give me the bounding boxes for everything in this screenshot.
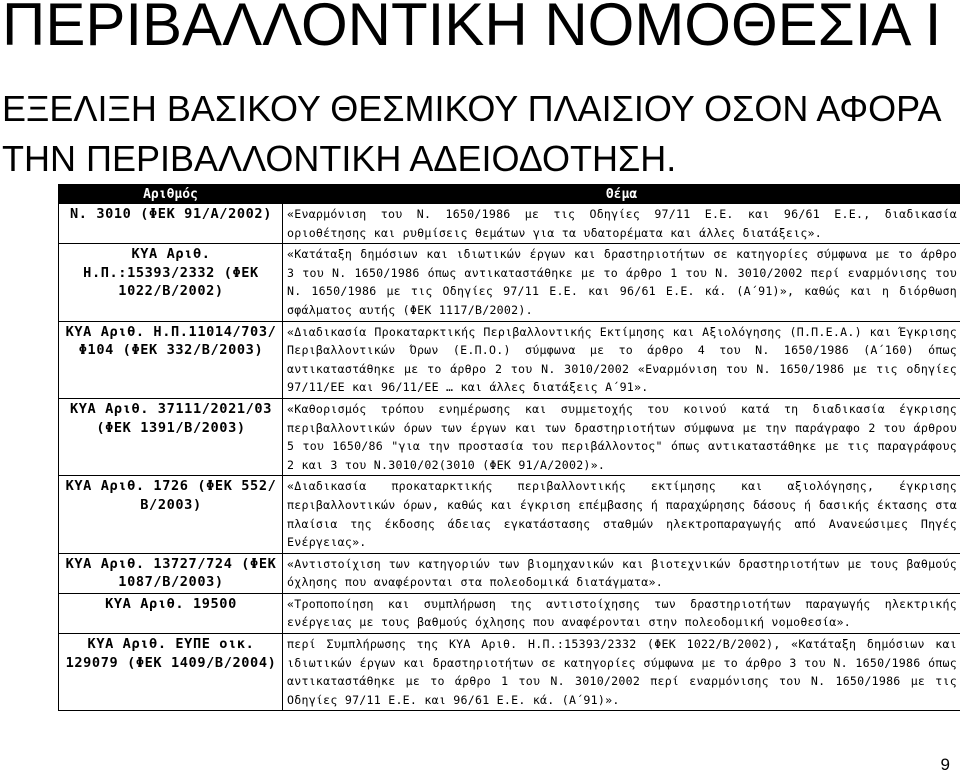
law-number: ΚΥΑ Αριθ. ΕΥΠΕ οικ. 129079 (ΦΕΚ 1409/Β/2004): [59, 634, 283, 711]
law-number: ΚΥΑ Αριθ. 13727/724 (ΦΕΚ 1087/Β/2003): [59, 553, 283, 593]
law-number: ΚΥΑ Αριθ. 37111/2021/03 (ΦΕΚ 1391/Β/2003): [59, 398, 283, 475]
table-row: [59, 321, 960, 398]
law-subject: «Καθορισμός τρόπου ενημέρωσης και συμμετοχής του κοινού κατά τη διαδικασία έγκρισης περιβαλλοντικών όρων των έργων και των δραστηριοτήτων σύμφωνα με την παράγραφο 2 του άρθρου 5 του 1650/86 "για την προστασία του περιβάλλοντος" όπως αντικαταστάθηκε με τις παραγράφους 2 και 3 του Ν.3010/02(3010 (ΦΕΚ 91/Α/2002)».: [283, 398, 960, 475]
page-number: 9: [940, 755, 950, 774]
table-row: [59, 244, 960, 321]
slide-subtitle: [2, 84, 941, 184]
legislation-table: [58, 184, 960, 711]
law-subject: «Κατάταξη δημόσιων και ιδιωτικών έργων και δραστηριοτήτων σε κατηγορίες σύμφωνα με το άρθρο 3 του Ν. 1650/1986 όπως αντικαταστάθηκε με το άρθρο 1 του Ν. 3010/2002 περί εναρμόνισης του Ν. 1650/1986 με τις Οδηγίες 97/11 Ε.Ε. και 96/61 Ε.Ε. κά. (Α΄91)», καθώς και η διόρθωση σφάλματος αυτής (ΦΕΚ 1117/Β/2002).: [283, 244, 960, 321]
table-row: [59, 204, 960, 244]
header-subject: Θέμα: [283, 185, 960, 204]
law-subject: «Διαδικασία προκαταρκτικής περιβαλλοντικής εκτίμησης και αξιολόγησης, έγκρισης περιβαλλοντικών όρων, καθώς και έγκριση επέμβασης ή παραχώρησης δάσους ή δασικής έκτασης στα πλαίσια της έκδοσης άδειας εγκατάστασης σταθμών ηλεκτροπαραγωγής από Ανανεώσιμες Πηγές Ενέργειας».: [283, 476, 960, 553]
law-subject: «Αντιστοίχιση των κατηγοριών των βιομηχανικών και βιοτεχνικών δραστηριοτήτων με τους βαθμούς όχλησης που αναφέρονται στα πολεοδομικά διατάγματα».: [283, 553, 960, 593]
law-subject: «Εναρμόνιση του Ν. 1650/1986 με τις Οδηγίες 97/11 Ε.Ε. και 96/61 Ε.Ε., διαδικασία οριοθέτησης και ρυθμίσεις θεμάτων για τα υδατορέματα και άλλες διατάξεις».: [283, 204, 960, 244]
table-header-row: [59, 185, 960, 204]
table-row: [59, 398, 960, 475]
slide-title: ΠΕΡΙΒΑΛΛΟΝΤΙΚΗ ΝΟΜΟΘΕΣΙΑ Ι: [2, 0, 942, 58]
law-subject: «Τροποποίηση και συμπλήρωση της αντιστοίχησης των δραστηριοτήτων παραγωγής ηλεκτρικής ενέργειας με τους βαθμούς όχλησης που αναφέρονται στην πολεοδομική νομοθεσία».: [283, 593, 960, 633]
table-row: [59, 634, 960, 711]
law-number: ΚΥΑ Αριθ. Η.Π.11014/703/Φ104 (ΦΕΚ 332/Β/2003): [59, 321, 283, 398]
law-subject: περί Συμπλήρωσης της ΚΥΑ Αριθ. Η.Π.:15393/2332 (ΦΕΚ 1022/Β/2002), «Κατάταξη δημόσιων και ιδιωτικών έργων και δραστηριοτήτων σε κατηγορίες σύμφωνα με το άρθρο 3 του Ν. 1650/1986 όπως αντικαταστάθηκε με το άρθρο 1 του Ν. 3010/2002 περί εναρμόνισης του Ν. 1650/1986 με τις Οδηγίες 97/11 Ε.Ε. και 96/61 Ε.Ε. κά. (Α΄91)».: [283, 634, 960, 711]
table-row: [59, 593, 960, 633]
law-number: ΚΥΑ Αριθ. Η.Π.:15393/2332 (ΦΕΚ 1022/Β/2002): [59, 244, 283, 321]
law-subject: «Διαδικασία Προκαταρκτικής Περιβαλλοντικής Εκτίμησης και Αξιολόγησης (Π.Π.Ε.Α.) και Έγκρισης Περιβαλλοντικών Όρων (Ε.Π.Ο.) σύμφωνα με το άρθρο 4 του Ν. 1650/1986 (Α΄160) όπως αντικαταστάθηκε με το άρθρο 2 του Ν. 3010/2002 «Εναρμόνιση του Ν. 1650/1986 με τις οδηγίες 97/11/ΕΕ και 96/11/ΕΕ … και άλλες διατάξεις Α΄91».: [283, 321, 960, 398]
law-number: ΚΥΑ Αριθ. 19500: [59, 593, 283, 633]
law-number: ΚΥΑ Αριθ. 1726 (ΦΕΚ 552/Β/2003): [59, 476, 283, 553]
law-number: Ν. 3010 (ΦΕΚ 91/Α/2002): [59, 204, 283, 244]
subtitle-line-1: ΕΞΕΛΙΞΗ ΒΑΣΙΚΟΥ ΘΕΣΜΙΚΟΥ ΠΛΑΙΣΙΟΥ ΟΣΟΝ ΑΦΟΡΑ: [2, 88, 942, 129]
table-row: [59, 476, 960, 553]
header-number: Αριθμός: [59, 185, 283, 204]
subtitle-line-2: ΤΗΝ ΠΕΡΙΒΑΛΛΟΝΤΙΚΗ ΑΔΕΙΟΔΟΤΗΣΗ.: [2, 138, 677, 179]
table-row: [59, 553, 960, 593]
